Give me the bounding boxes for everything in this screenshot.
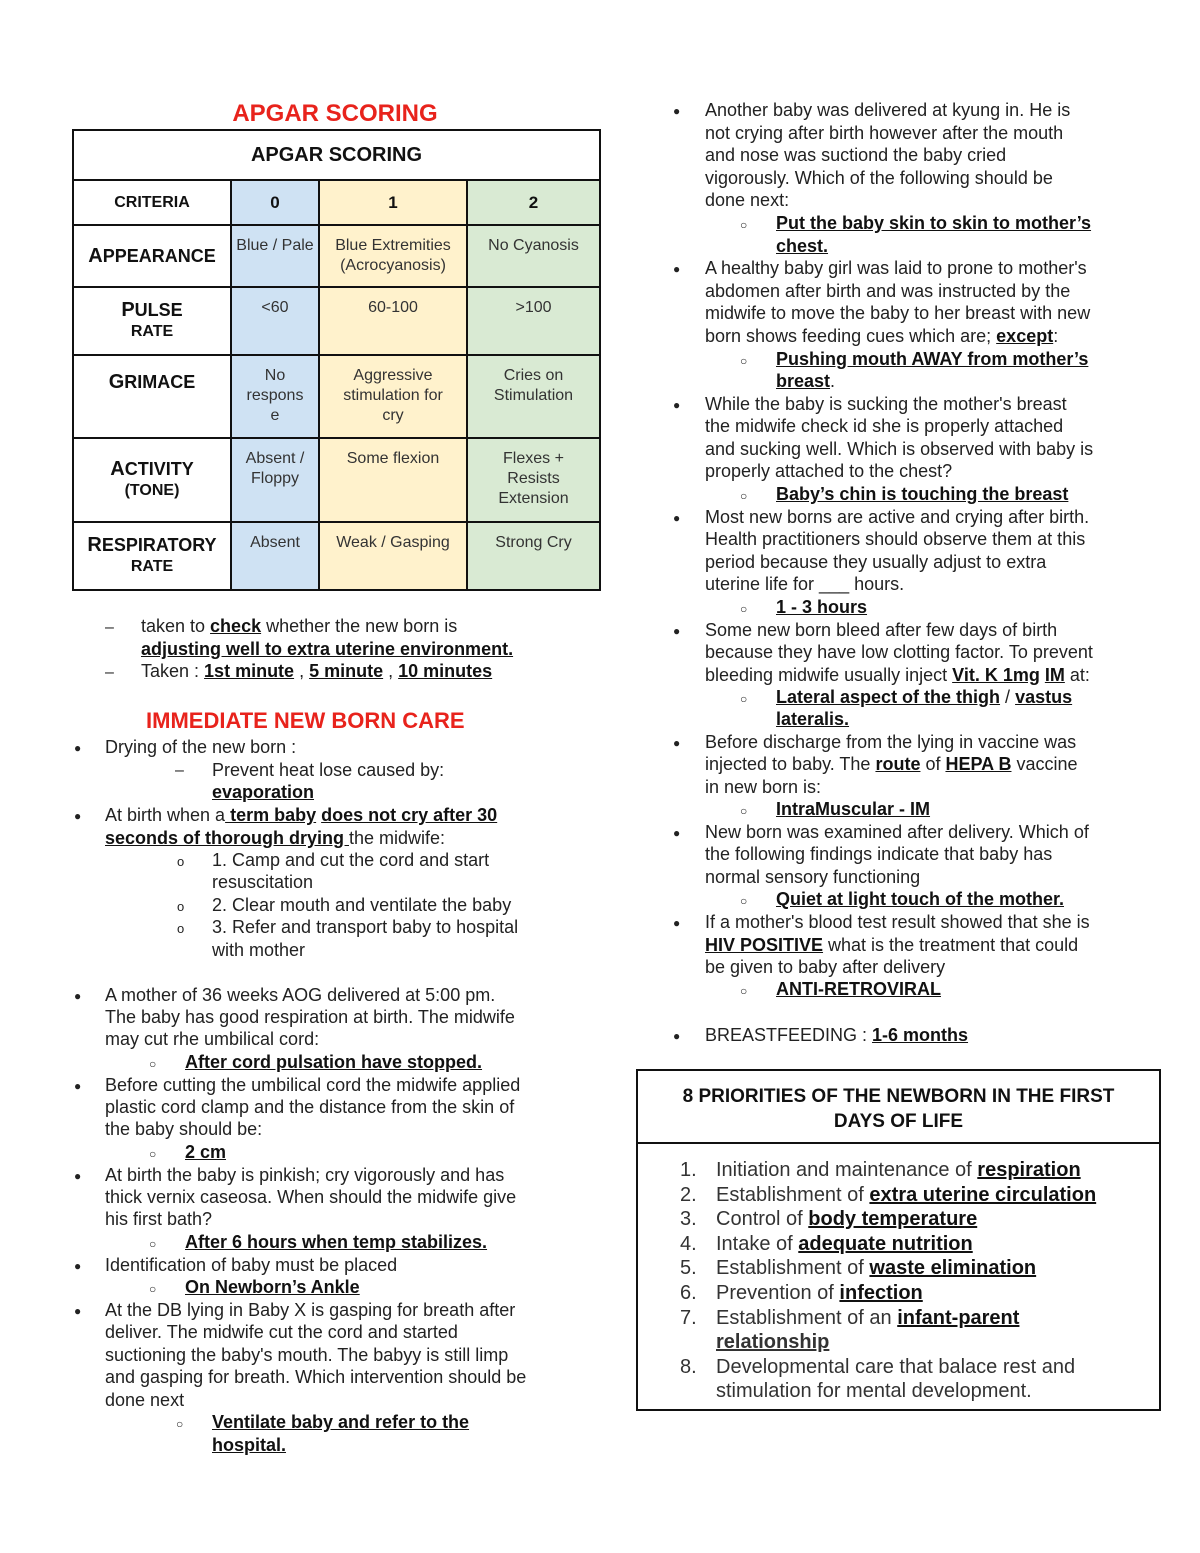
- priority-item: 6.: [680, 1282, 697, 1304]
- step-item: resuscitation: [212, 872, 314, 892]
- list-item: Drying of the new born :: [105, 737, 297, 757]
- list-item: and gasping for breath. Which intervention should be: [105, 1367, 527, 1387]
- header-score-1: 1: [319, 180, 467, 225]
- circle-bullet: ○: [740, 602, 748, 616]
- list-item: the midwife check id she is properly attached: [705, 416, 1064, 436]
- table-row: [73, 522, 600, 590]
- list-item: At birth when a term baby does not cry after 30: [105, 805, 498, 825]
- priority-item-cont: stimulation for mental development.: [716, 1380, 1032, 1402]
- list-item: HIV POSITIVE what is the treatment that could: [705, 935, 1079, 955]
- note-line: Taken : 1st minute , 5 minute , 10 minutes: [141, 661, 493, 681]
- circle-bullet: ○: [149, 1147, 157, 1161]
- bullet: ●: [74, 1259, 82, 1273]
- list-item: While the baby is sucking the mother's breast: [705, 394, 1067, 414]
- circle-bullet: o: [177, 854, 185, 869]
- cell-score-1: Aggressive stimulation for cry: [319, 355, 467, 438]
- note-line: taken to check whether the new born is: [141, 616, 458, 636]
- bullet: ●: [673, 916, 681, 930]
- priority-item: 8.: [680, 1356, 697, 1378]
- list-item: abdomen after birth and was instructed by the: [705, 281, 1071, 301]
- answer: IntraMuscular - IM: [776, 799, 931, 819]
- table-row: [73, 287, 600, 355]
- answer: 2 cm: [185, 1142, 227, 1162]
- list-item: the baby should be:: [105, 1119, 263, 1139]
- cell-score-0: <60: [231, 287, 319, 355]
- answer: Put the baby skin to skin to mother’s: [776, 213, 1092, 233]
- list-item: because they have low clotting factor. To prevent: [705, 642, 1093, 662]
- circle-bullet: ○: [149, 1237, 157, 1251]
- cell-score-2: Strong Cry: [467, 522, 600, 590]
- list-item: bleeding midwife usually inject Vit. K 1mg IM at:: [705, 665, 1090, 685]
- table-row: [73, 225, 600, 287]
- list-item: properly attached to the chest?: [705, 461, 953, 481]
- bullet: ●: [74, 1079, 82, 1093]
- list-item: Before cutting the umbilical cord the midwife applied: [105, 1075, 521, 1095]
- priority-item: 1.: [680, 1159, 697, 1181]
- bullet: ●: [74, 1169, 82, 1183]
- priorities-box: [636, 1069, 1161, 1411]
- list-item: uterine life for ___ hours.: [705, 574, 905, 594]
- bullet: ●: [673, 262, 681, 276]
- criteria-grimace: GRIMACE: [73, 355, 231, 438]
- list-item: injected to baby. The route of HEPA B vaccine: [705, 754, 1078, 774]
- dash-bullet: –: [105, 619, 114, 636]
- criteria-respiratory-rate: RESPIRATORY RATE: [73, 522, 231, 590]
- step-item: 3. Refer and transport baby to hospital: [212, 917, 519, 937]
- priority-item: 3.: [680, 1208, 697, 1230]
- circle-bullet: ○: [149, 1057, 157, 1071]
- list-item: the following findings indicate that baby has: [705, 844, 1053, 864]
- criteria-appearance: APPEARANCE: [73, 225, 231, 287]
- bullet: ●: [74, 741, 82, 755]
- priority-item: 2.: [680, 1184, 697, 1206]
- priority-item: 5.: [680, 1257, 697, 1279]
- list-item: The baby has good respiration at birth. The midwife: [105, 1007, 515, 1027]
- priority-item: Control of body temperature: [716, 1208, 978, 1230]
- circle-bullet: ○: [740, 489, 748, 503]
- list-item: done next: [105, 1390, 185, 1410]
- list-item: A mother of 36 weeks AOG delivered at 5:00 pm.: [105, 985, 496, 1005]
- table-row: [73, 355, 600, 438]
- criteria-activity: ACTIVITY (TONE): [73, 438, 231, 522]
- list-item: may cut rhe umbilical cord:: [105, 1029, 320, 1049]
- answer: lateralis.: [776, 709, 850, 729]
- priority-item: Prevention of infection: [716, 1282, 923, 1304]
- list-item: Prevent heat lose caused by:: [212, 760, 445, 780]
- bullet: ●: [673, 624, 681, 638]
- answer: evaporation: [212, 782, 315, 802]
- priority-item-cont: relationship: [716, 1331, 830, 1353]
- cell-score-2: No Cyanosis: [467, 225, 600, 287]
- list-item: in new born is:: [705, 777, 822, 797]
- answer: hospital.: [212, 1435, 287, 1455]
- bullet: ●: [673, 398, 681, 412]
- cell-score-0: Blue / Pale: [231, 225, 319, 287]
- list-item: thick vernix caseosa. When should the midwife give: [105, 1187, 517, 1207]
- list-item: seconds of thorough drying the midwife:: [105, 828, 446, 848]
- circle-bullet: ○: [740, 984, 748, 998]
- note-line: adjusting well to extra uterine environment.: [141, 639, 514, 659]
- list-item: At birth the baby is pinkish; cry vigorously and has: [105, 1165, 505, 1185]
- cell-score-1: Blue Extremities (Acrocyanosis): [319, 225, 467, 287]
- circle-bullet: o: [177, 921, 185, 936]
- cell-score-1: 60-100: [319, 287, 467, 355]
- answer: 1 - 3 hours: [776, 597, 868, 617]
- cell-score-1: Some flexion: [319, 438, 467, 522]
- step-item: 2. Clear mouth and ventilate the baby: [212, 895, 512, 915]
- header-score-0: 0: [231, 180, 319, 225]
- list-item: Most new borns are active and crying after birth.: [705, 507, 1090, 527]
- priority-item: Developmental care that balace rest and: [716, 1356, 1076, 1378]
- answer: breast.: [776, 371, 836, 391]
- list-item: If a mother's blood test result showed that she is: [705, 912, 1090, 932]
- dash-bullet: –: [105, 664, 114, 681]
- dash-bullet: –: [175, 762, 184, 779]
- priority-item: Establishment of extra uterine circulation: [716, 1184, 1097, 1206]
- cell-score-1: Weak / Gasping: [319, 522, 467, 590]
- bullet: ●: [673, 826, 681, 840]
- priority-item: Intake of adequate nutrition: [716, 1233, 973, 1255]
- bullet: ●: [673, 104, 681, 118]
- answer: Quiet at light touch of the mother.: [776, 889, 1064, 909]
- list-item: done next:: [705, 190, 790, 210]
- apgar-heading: APGAR SCORING: [232, 100, 438, 127]
- step-item: 1. Camp and cut the cord and start: [212, 850, 490, 870]
- priority-item: 4.: [680, 1233, 697, 1255]
- cell-score-0: No respons e: [231, 355, 319, 438]
- bullet: ●: [74, 809, 82, 823]
- circle-bullet: ○: [176, 1417, 184, 1431]
- list-item: Some new born bleed after few days of birth: [705, 620, 1058, 640]
- priority-item: Establishment of an infant-parent: [716, 1307, 1020, 1329]
- list-item: deliver. The midwife cut the cord and started: [105, 1322, 458, 1342]
- table-title: APGAR SCORING: [73, 130, 600, 180]
- circle-bullet: o: [177, 899, 185, 914]
- list-item: normal sensory functioning: [705, 867, 921, 887]
- list-item: born shows feeding cues which are; except:: [705, 326, 1059, 346]
- apgar-table: [72, 129, 601, 591]
- list-item: BREASTFEEDING : 1-6 months: [705, 1025, 969, 1045]
- table-row: [73, 438, 600, 522]
- bullet: ●: [673, 511, 681, 525]
- priority-item: 7.: [680, 1307, 697, 1329]
- circle-bullet: ○: [740, 692, 748, 706]
- bullet: ●: [74, 989, 82, 1003]
- list-item: New born was examined after delivery. Which of: [705, 822, 1089, 842]
- priority-item: Establishment of waste elimination: [716, 1257, 1037, 1279]
- cell-score-2: >100: [467, 287, 600, 355]
- newborn-care-title: IMMEDIATE NEW BORN CARE: [146, 708, 465, 733]
- list-item: midwife to move the baby to her breast with new: [705, 303, 1091, 323]
- list-item: and sucking well. Which is observed with baby is: [705, 439, 1094, 459]
- priority-item: Initiation and maintenance of respiration: [716, 1159, 1081, 1181]
- criteria-pulse-rate: PULSE RATE: [73, 287, 231, 355]
- list-item: suctioning the baby's mouth. The babyy is still limp: [105, 1345, 509, 1365]
- list-item: A healthy baby girl was laid to prone to mother's: [705, 258, 1087, 278]
- answer: After cord pulsation have stopped.: [185, 1052, 483, 1072]
- circle-bullet: ○: [149, 1282, 157, 1296]
- answer: Pushing mouth AWAY from mother’s: [776, 349, 1089, 369]
- bullet: ●: [673, 736, 681, 750]
- list-item: At the DB lying in Baby X is gasping for breath after: [105, 1300, 516, 1320]
- circle-bullet: ○: [740, 894, 748, 908]
- list-item: Another baby was delivered at kyung in. He is: [705, 100, 1071, 120]
- answer: On Newborn’s Ankle: [185, 1277, 360, 1297]
- list-item: Health practitioners should observe them at this: [705, 529, 1086, 549]
- cell-score-2: Flexes + Resists Extension: [467, 438, 600, 522]
- answer: Ventilate baby and refer to the: [212, 1412, 470, 1432]
- list-item: not crying after birth however after the mouth: [705, 123, 1064, 143]
- list-item: be given to baby after delivery: [705, 957, 946, 977]
- bullet: ●: [673, 1029, 681, 1043]
- header-score-2: 2: [467, 180, 600, 225]
- list-item: vigorously. Which of the following should be: [705, 168, 1053, 188]
- header-criteria: CRITERIA: [73, 180, 231, 225]
- list-item: Before discharge from the lying in vaccine was: [705, 732, 1077, 752]
- cell-score-0: Absent: [231, 522, 319, 590]
- list-item: and nose was suctiond the baby cried: [705, 145, 1007, 165]
- answer: chest.: [776, 236, 829, 256]
- answer: After 6 hours when temp stabilizes.: [185, 1232, 488, 1252]
- circle-bullet: ○: [740, 218, 748, 232]
- answer: Baby’s chin is touching the breast: [776, 484, 1069, 504]
- priorities-title: 8 PRIORITIES OF THE NEWBORN IN THE FIRST DAYS OF LIFE: [638, 1071, 1159, 1144]
- cell-score-2: Cries on Stimulation: [467, 355, 600, 438]
- answer: Lateral aspect of the thigh / vastus: [776, 687, 1073, 707]
- list-item: plastic cord clamp and the distance from the skin of: [105, 1097, 515, 1117]
- circle-bullet: ○: [740, 804, 748, 818]
- list-item: his first bath?: [105, 1209, 213, 1229]
- answer: ANTI-RETROVIRAL: [776, 979, 941, 999]
- list-item: period because they usually adjust to extra: [705, 552, 1047, 572]
- bullet: ●: [74, 1304, 82, 1318]
- circle-bullet: ○: [740, 354, 748, 368]
- step-item: with mother: [212, 940, 306, 960]
- cell-score-0: Absent / Floppy: [231, 438, 319, 522]
- list-item: Identification of baby must be placed: [105, 1255, 398, 1275]
